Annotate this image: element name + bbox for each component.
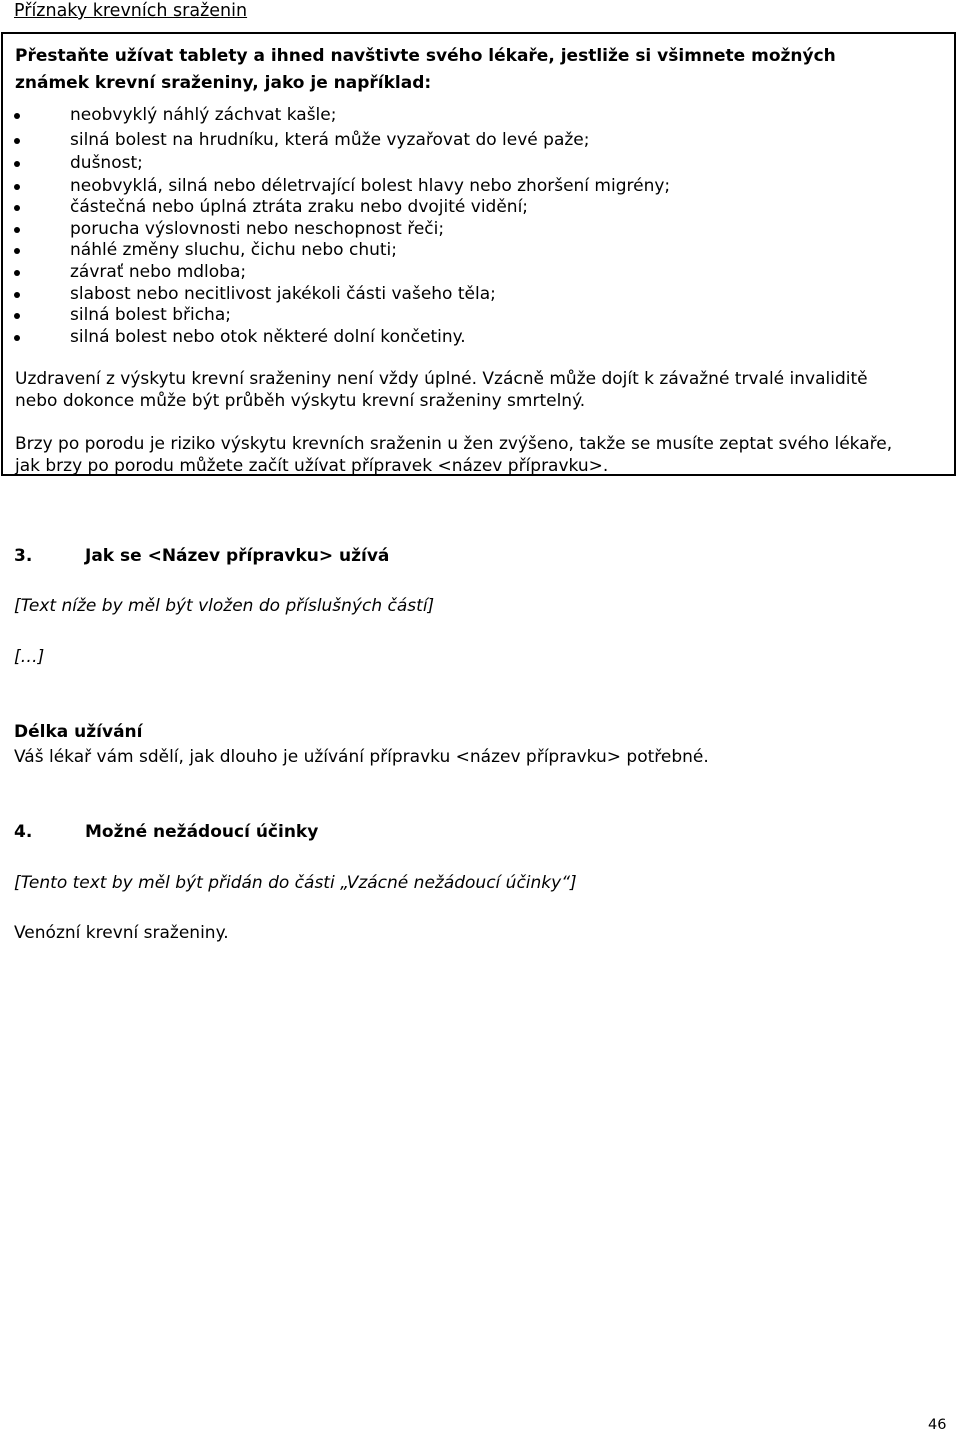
symptom-text: závrať nebo mdloba;: [70, 262, 247, 282]
duration-text: Váš lékař vám sdělí, jak dlouho je užívání přípravku <název přípravku> potřebné.: [14, 747, 709, 767]
bullet-icon: [14, 161, 20, 167]
bullet-icon: [14, 270, 20, 276]
bullet-icon: [14, 248, 20, 254]
section-3-title: Jak se <Název přípravku> užívá: [85, 546, 390, 566]
symptom-text: slabost nebo necitlivost jakékoli části vašeho těla;: [70, 284, 496, 304]
bullet-icon: [14, 205, 20, 211]
bullet-icon: [14, 227, 20, 233]
section-4-number: 4.: [14, 822, 33, 842]
warning-box: [1, 32, 956, 476]
symptom-text: silná bolest nebo otok některé dolní končetiny.: [70, 327, 466, 347]
section-title-blood-clot-symptoms: Příznaky krevních sraženin: [14, 1, 248, 21]
page-number: 46: [928, 1417, 947, 1433]
symptom-text: silná bolest břicha;: [70, 305, 231, 325]
bullet-icon: [14, 184, 20, 190]
postpartum-text-line-2: jak brzy po porodu můžete začít užívat přípravek <název přípravku>.: [15, 456, 609, 476]
bullet-icon: [14, 138, 20, 144]
section-4-instruction: [Tento text by měl být přidán do části „Vzácné nežádoucí účinky“]: [14, 873, 577, 893]
section-3-number: 3.: [14, 546, 33, 566]
bullet-icon: [14, 313, 20, 319]
venous-clots-text: Venózní krevní sraženiny.: [14, 923, 229, 943]
symptom-text: náhlé změny sluchu, čichu nebo chuti;: [70, 240, 398, 260]
symptom-text: dušnost;: [70, 153, 143, 173]
warning-text-line-2: známek krevní sraženiny, jako je například:: [15, 73, 432, 93]
recovery-text-line-2: nebo dokonce může být průběh výskytu krevní sraženiny smrtelný.: [15, 391, 586, 411]
recovery-text-line-1: Uzdravení z výskytu krevní sraženiny není vždy úplné. Vzácně může dojít k závažné trvalé invaliditě: [15, 369, 868, 389]
section-3-instruction: [Text níže by měl být vložen do příslušných částí]: [14, 596, 435, 616]
symptom-text: neobvyklá, silná nebo déletrvající bolest hlavy nebo zhoršení migrény;: [70, 176, 671, 196]
bullet-icon: [14, 335, 20, 341]
postpartum-text-line-1: Brzy po porodu je riziko výskytu krevních sraženin u žen zvýšeno, takže se musíte zeptat svého lékaře,: [15, 434, 893, 454]
warning-text-line-1: Přestaňte užívat tablety a ihned navštivte svého lékaře, jestliže si všimnete možných: [15, 46, 836, 66]
bullet-icon: [14, 292, 20, 298]
symptom-text: silná bolest na hrudníku, která může vyzařovat do levé paže;: [70, 130, 590, 150]
symptom-text: porucha výslovnosti nebo neschopnost řeči;: [70, 219, 445, 239]
section-4-title: Možné nežádoucí účinky: [85, 822, 319, 842]
ellipsis-placeholder: […]: [14, 647, 45, 667]
symptom-text: částečná nebo úplná ztráta zraku nebo dvojité vidění;: [70, 197, 529, 217]
duration-heading: Délka užívání: [14, 722, 143, 742]
bullet-icon: [14, 113, 20, 119]
symptom-text: neobvyklý náhlý záchvat kašle;: [70, 105, 337, 125]
